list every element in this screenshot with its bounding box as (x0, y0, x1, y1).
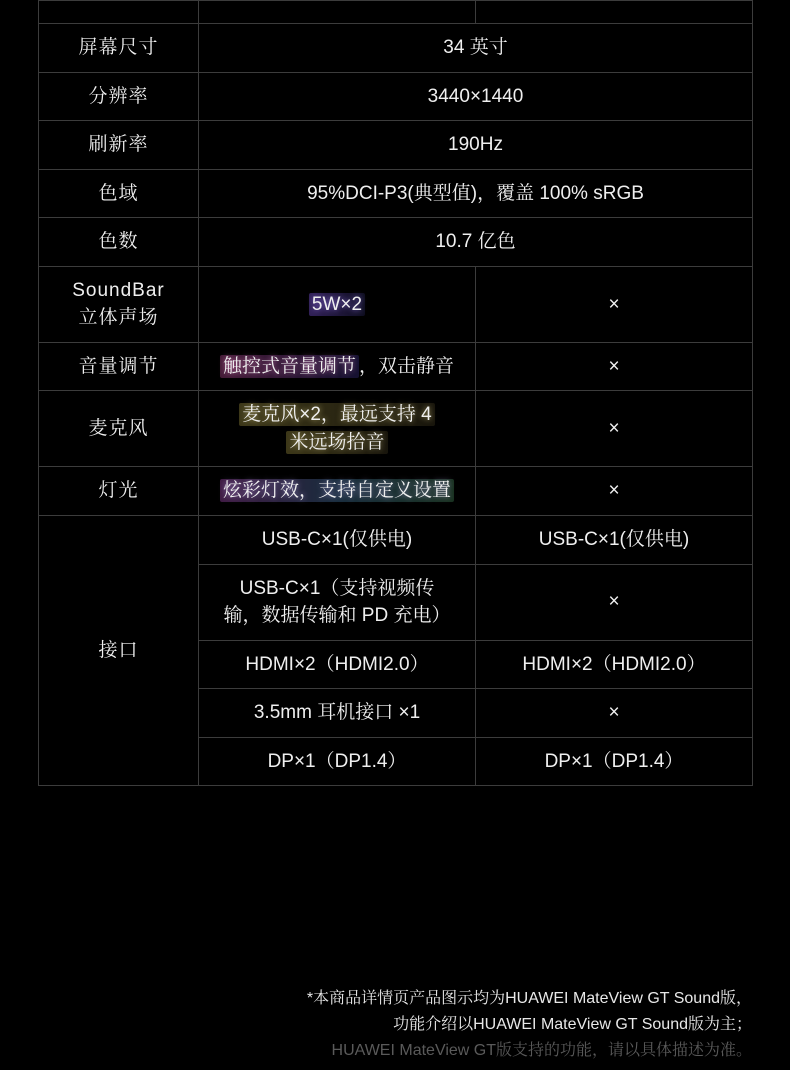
port-value-a: DP×1（DP1.4） (199, 737, 476, 786)
port-value-a: HDMI×2（HDMI2.0） (199, 640, 476, 689)
row-label: 分辨率 (39, 72, 199, 121)
table-row (39, 218, 753, 267)
footnote-line-3: HUAWEI MateView GT版支持的功能，请以具体描述为准。 (331, 1042, 752, 1060)
header-cell-label (39, 1, 199, 24)
table-row (39, 72, 753, 121)
row-label: 屏幕尺寸 (39, 24, 199, 73)
row-value-a (199, 266, 476, 342)
row-label: 音量调节 (39, 342, 199, 391)
value-rest: ，双击静音 (359, 355, 455, 377)
header-cell-b (476, 1, 753, 24)
row-value: 34 英寸 (199, 24, 753, 73)
row-label: 灯光 (39, 467, 199, 516)
row-value-b: × (476, 391, 753, 467)
row-label: 刷新率 (39, 121, 199, 170)
row-value-a (199, 467, 476, 516)
footnote (112, 986, 752, 1064)
table-row (39, 391, 753, 467)
row-label: 麦克风 (39, 391, 199, 467)
highlighted-value: 炫彩灯效，支持自定义设置 (220, 479, 454, 502)
row-label-line1: SoundBar (72, 279, 165, 301)
port-value-b: USB-C×1(仅供电) (476, 516, 753, 565)
port-value-a-line2: 输，数据传输和 PD 充电） (223, 605, 451, 627)
row-value: 10.7 亿色 (199, 218, 753, 267)
header-cell-a (199, 1, 476, 24)
port-value-b: DP×1（DP1.4） (476, 737, 753, 786)
highlighted-value-line2: 米远场拾音 (286, 431, 387, 454)
port-value-b: HDMI×2（HDMI2.0） (476, 640, 753, 689)
table-row (39, 121, 753, 170)
table-row (39, 342, 753, 391)
table-row (39, 266, 753, 342)
spec-table (38, 0, 753, 786)
table-row-ports (39, 516, 753, 565)
row-value-a (199, 391, 476, 467)
port-value-a: USB-C×1(仅供电) (199, 516, 476, 565)
row-value: 190Hz (199, 121, 753, 170)
port-value-a: 3.5mm 耳机接口 ×1 (199, 689, 476, 738)
table-row (39, 467, 753, 516)
row-value-b: × (476, 266, 753, 342)
row-label-soundbar (39, 266, 199, 342)
row-value: 3440×1440 (199, 72, 753, 121)
row-label: 色域 (39, 169, 199, 218)
highlighted-value: 5W×2 (309, 293, 365, 316)
footnote-line-1: *本商品详情页产品图示均为HUAWEI MateView GT Sound版， (306, 990, 752, 1008)
port-value-a (199, 564, 476, 640)
row-label-ports: 接口 (39, 516, 199, 786)
highlighted-value: 触控式音量调节 (220, 355, 359, 378)
highlighted-value-line1: 麦克风×2，最远支持 4 (239, 403, 435, 426)
table-row-header-remnant (39, 1, 753, 24)
row-label: 色数 (39, 218, 199, 267)
row-value-b: × (476, 342, 753, 391)
footnote-line-2: 功能介绍以HUAWEI MateView GT Sound版为主； (393, 1016, 752, 1034)
row-value: 95%DCI-P3(典型值)，覆盖 100% sRGB (199, 169, 753, 218)
port-value-b: × (476, 564, 753, 640)
row-label-line2: 立体声场 (78, 307, 159, 329)
table-row (39, 169, 753, 218)
port-value-b: × (476, 689, 753, 738)
row-value-b: × (476, 467, 753, 516)
row-value-a (199, 342, 476, 391)
table-row (39, 24, 753, 73)
port-value-a-line1: USB-C×1（支持视频传 (239, 577, 435, 599)
